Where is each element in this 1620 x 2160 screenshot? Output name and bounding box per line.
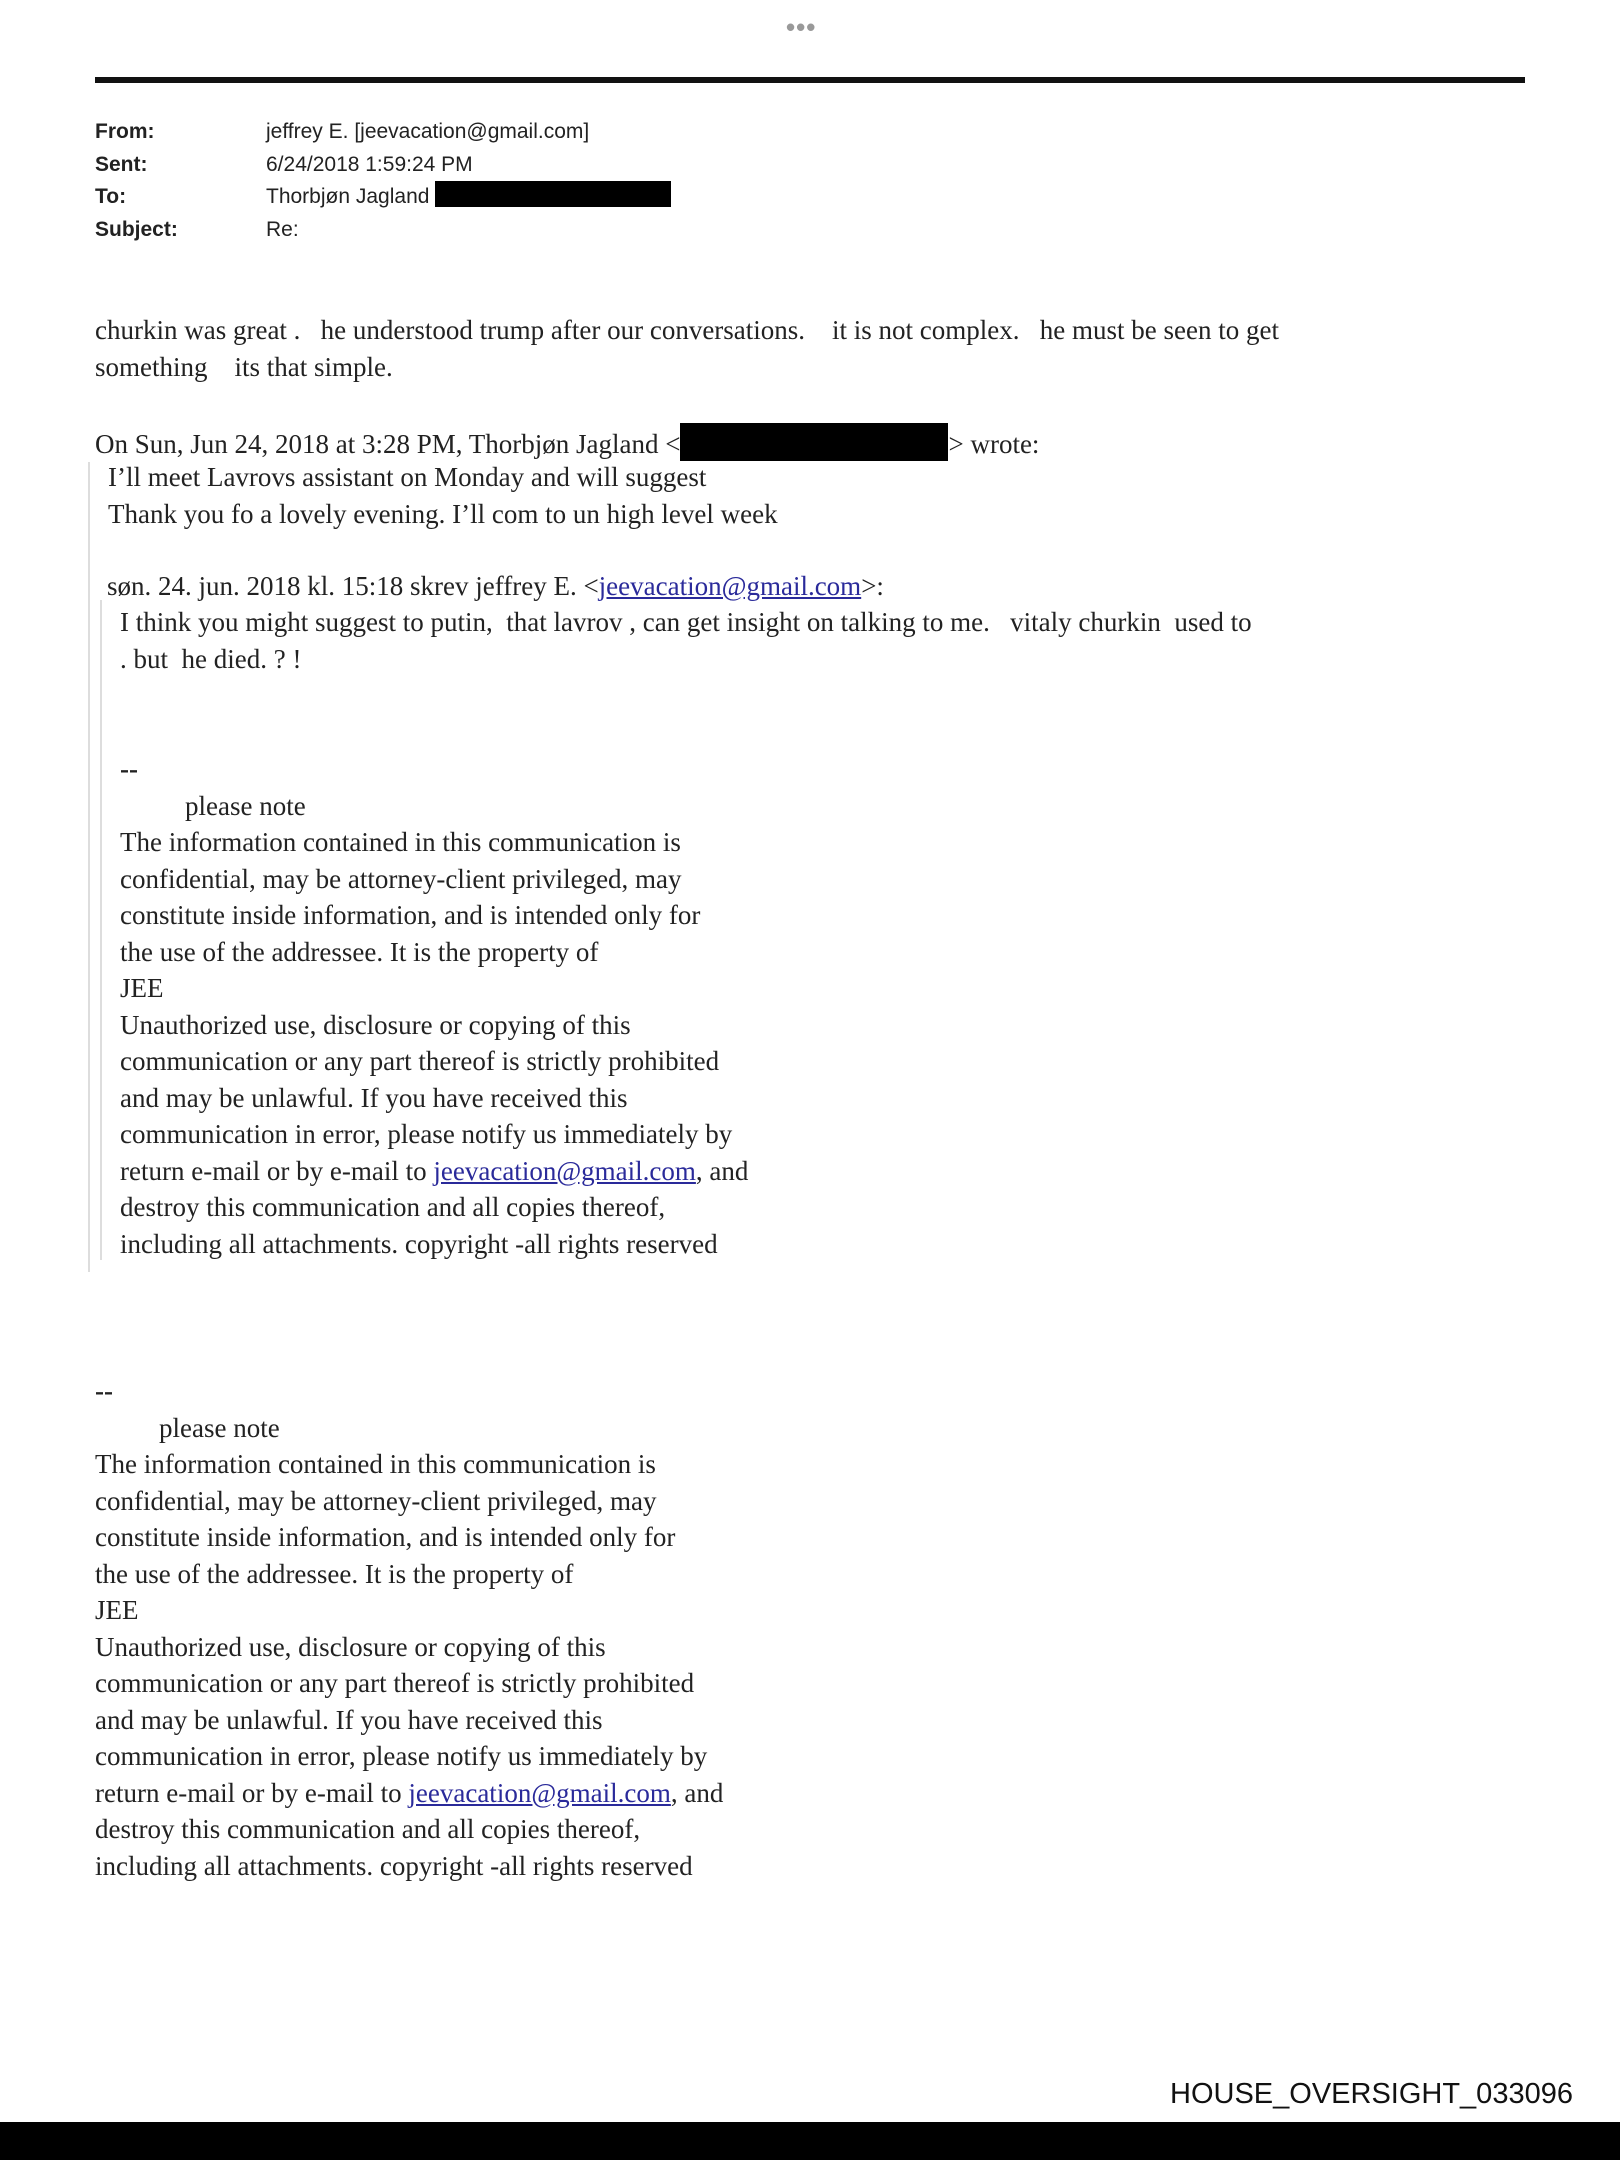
- quote-border: [88, 462, 90, 1272]
- disclaimer-line: communication in error, please notify us immediately by: [95, 1741, 708, 1771]
- quote2-body: [120, 604, 1252, 677]
- signature-quoted: [120, 751, 748, 1262]
- quote-line: . but he died. ? !: [120, 643, 302, 674]
- attribution-suffix: > wrote:: [948, 429, 1040, 459]
- email-link[interactable]: jeevacation@gmail.com: [433, 1155, 696, 1186]
- message-body: [95, 312, 1279, 385]
- quote1-attribution: [95, 423, 1039, 463]
- email-line-prefix: return e-mail or by e-mail to: [120, 1155, 434, 1186]
- from-label: From:: [95, 120, 155, 143]
- disclaimer-line: Unauthorized use, disclosure or copying of this: [120, 1009, 631, 1040]
- email-header: [95, 116, 671, 246]
- subject-label: Subject:: [95, 217, 178, 241]
- disclaimer-line: constitute inside information, and is intended only for: [120, 900, 701, 930]
- disclaimer-line: communication or any part thereof is strictly prohibited: [95, 1668, 695, 1698]
- attribution-text: søn. 24. jun. 2018 kl. 15:18 skrev jeffrey E. <: [107, 571, 599, 601]
- email-line-prefix: return e-mail or by e-mail to: [95, 1777, 409, 1808]
- more-dots-icon[interactable]: •••: [786, 12, 817, 42]
- quote-line: I think you might suggest to putin, that lavrov , can get insight on talking to me. vitaly churkin used to: [120, 607, 1252, 637]
- bates-number: HOUSE_OVERSIGHT_033096: [1170, 2078, 1573, 2110]
- sent-label: Sent:: [95, 152, 148, 176]
- signature-separator: --: [120, 754, 138, 784]
- quote-line: I’ll meet Lavrovs assistant on Monday and will suggest: [108, 462, 707, 492]
- disclaimer-line: the use of the addressee. It is the property of: [120, 936, 599, 967]
- disclaimer-line: confidential, may be attorney-client privileged, may: [120, 863, 682, 894]
- bottom-bar: [0, 2122, 1620, 2160]
- disclaimer-line: constitute inside information, and is intended only for: [95, 1522, 676, 1552]
- to-value: Thorbjøn Jagland: [266, 185, 430, 208]
- attribution-text: On Sun, Jun 24, 2018 at 3:28 PM, Thorbjøn Jagland <: [95, 429, 681, 459]
- quote2-attribution: [107, 568, 884, 605]
- redaction-box: [680, 423, 948, 461]
- disclaimer-line: including all attachments. copyright -all rights reserved: [95, 1850, 693, 1881]
- attribution-suffix: >:: [861, 571, 884, 601]
- email-line-suffix: , and: [695, 1155, 749, 1186]
- disclaimer-line: destroy this communication and all copies thereof,: [95, 1814, 641, 1844]
- disclaimer-line: JEE: [120, 973, 164, 1003]
- disclaimer-line: JEE: [95, 1595, 139, 1625]
- email-line-suffix: , and: [670, 1777, 724, 1808]
- disclaimer-line: The information contained in this communication is: [120, 827, 681, 857]
- disclaimer-line: the use of the addressee. It is the property of: [95, 1558, 574, 1589]
- body-line: something its that simple.: [95, 351, 393, 382]
- header-rule: [95, 77, 1525, 83]
- body-line: churkin was great . he understood trump after our conversations. it is not complex. he must be seen to get: [95, 315, 1279, 345]
- sent-value: 6/24/2018 1:59:24 PM: [266, 152, 473, 176]
- disclaimer-line: communication in error, please notify us immediately by: [120, 1119, 733, 1149]
- signature: [95, 1373, 723, 1884]
- from-value: jeffrey E. [jeevacation@gmail.com]: [266, 120, 590, 143]
- subject-value: Re:: [266, 217, 299, 241]
- quote1-body: [108, 459, 778, 532]
- quote-line: Thank you fo a lovely evening. I’ll com to un high level week: [108, 498, 778, 529]
- disclaimer-line: and may be unlawful. If you have received this: [95, 1704, 603, 1735]
- disclaimer-line: communication or any part thereof is strictly prohibited: [120, 1046, 720, 1076]
- to-row: [95, 181, 671, 214]
- disclaimer-line: [95, 1775, 723, 1812]
- quote-border-inner: [100, 600, 102, 1260]
- from-row: [95, 116, 671, 149]
- signature-separator: --: [95, 1376, 113, 1406]
- disclaimer-line: destroy this communication and all copies thereof,: [120, 1192, 666, 1222]
- disclaimer-line: and may be unlawful. If you have received this: [120, 1082, 628, 1113]
- disclaimer-line: including all attachments. copyright -all rights reserved: [120, 1228, 718, 1259]
- disclaimer-line: Unauthorized use, disclosure or copying of this: [95, 1631, 606, 1662]
- email-link[interactable]: jeevacation@gmail.com: [408, 1777, 671, 1808]
- subject-row: [95, 214, 671, 247]
- disclaimer-line: confidential, may be attorney-client privileged, may: [95, 1485, 657, 1516]
- sent-row: [95, 149, 671, 182]
- to-label: To:: [95, 185, 127, 208]
- please-note: please note: [159, 1412, 280, 1443]
- disclaimer-line: The information contained in this communication is: [95, 1449, 656, 1479]
- redaction-box: [435, 181, 671, 207]
- disclaimer-line: [120, 1153, 748, 1190]
- email-link[interactable]: jeevacation@gmail.com: [598, 571, 862, 601]
- please-note: please note: [185, 790, 306, 821]
